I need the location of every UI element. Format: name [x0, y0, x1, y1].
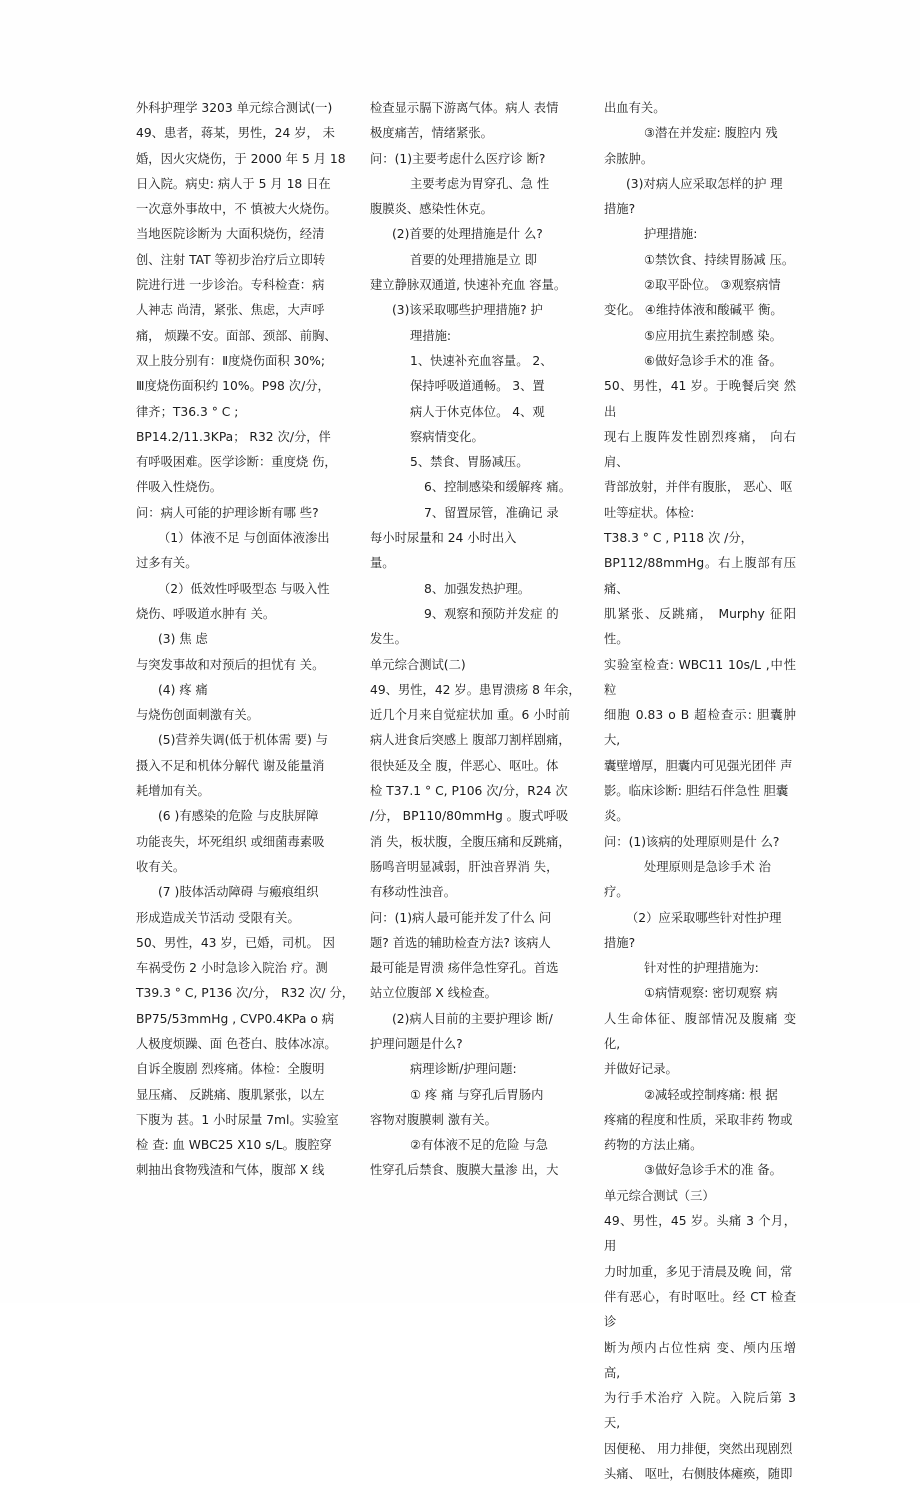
- text-line: 人极度烦躁、面 色苍白、肢体冰凉。: [136, 1036, 337, 1051]
- text-line: 影。临床诊断: 胆结石伴急性 胆囊: [604, 784, 789, 799]
- text-line: 收有关。: [136, 859, 186, 874]
- text-line: (3)对病人应采取怎样的护 理: [626, 176, 783, 191]
- text-line: 院进行进 一步诊治。专科检查：病: [136, 278, 325, 293]
- text-line: 7、留置尿管，准确记 录: [424, 505, 559, 520]
- text-line: (2)病人目前的主要护理诊 断/: [392, 1011, 553, 1026]
- text-line: 下腹为 甚。1 小时尿量 7ml。实验室: [136, 1112, 339, 1127]
- text-line: 变化。 ④维持体液和酸碱平 衡。: [604, 303, 783, 318]
- text-line: (4) 疼 痛: [158, 682, 208, 697]
- text-line: 5、禁食、胃肠减压。: [410, 455, 529, 470]
- text-line: (3) 焦 虑: [158, 632, 208, 647]
- text-line: 50、男性，41 岁。于晚餐后突 然出: [604, 379, 796, 419]
- text-line: 问：(1)该病的处理原则是什 么?: [604, 834, 780, 849]
- text-line: 建立静脉双通道, 快速补充血 容量。: [370, 278, 567, 293]
- text-line: (2)首要的处理措施是什 么?: [392, 227, 543, 242]
- text-line: 主要考虑为胃穿孔、急 性: [410, 176, 550, 191]
- text-line: 单元综合测试(二): [370, 657, 466, 672]
- text-line: 与突发事故和对预后的担忧有 关。: [136, 657, 325, 672]
- text-line: 有呼吸困难。医学诊断：重度烧 伤，: [136, 455, 337, 470]
- text-line: (6 )有感染的危险 与皮肤屏障: [158, 809, 319, 824]
- text-line: 外科护理学 3203 单元综合测试(一): [136, 101, 333, 115]
- text-line: 因便秘、 用力排便，突然出现剧烈: [604, 1441, 793, 1456]
- text-line: 药物的方法止痛。: [604, 1138, 703, 1153]
- text-line: 理措施:: [410, 328, 452, 343]
- text-line: 力时加重，多见于清晨及晚 间，常: [604, 1264, 793, 1279]
- text-line: BP112/88mmHg。右上腹部有压 痛、: [604, 556, 796, 596]
- text-line: 律齐；T36.3 ° C ;: [136, 404, 239, 419]
- text-line: （2）低效性呼吸型态 与吸入性: [158, 581, 330, 596]
- text-line: ①病情观察: 密切观察 病: [644, 986, 778, 1001]
- text-line: 6、控制感染和缓解疼 痛。: [424, 480, 571, 495]
- text-line: 单元综合测试（三）: [604, 1188, 715, 1203]
- text-line: 1、快速补充血容量。 2、: [410, 353, 553, 368]
- text-line: 检 查: 血 WBC25 X10 s/L。腹腔穿: [136, 1138, 332, 1153]
- text-line: 疗。: [604, 885, 629, 900]
- text-line: 与烧伤创面刺激有关。: [136, 708, 259, 723]
- text-line: 过多有关。: [136, 556, 198, 571]
- text-line: 人生命体征、腹部情况及腹痛 变化,: [604, 1011, 796, 1051]
- text-line: 车祸受伤 2 小时急诊入院治 疗。测: [136, 961, 328, 976]
- text-line: 吐等症状。体检:: [604, 505, 695, 520]
- text-line: T38.3 ° C , P118 次 /分，: [604, 531, 753, 546]
- text-line: 头痛、 呕吐，右侧肢体瘫痪，随即: [604, 1467, 793, 1482]
- text-line: 有移动性浊音。: [370, 885, 457, 900]
- text-line: 日入院。病史: 病人于 5 月 18 日在: [136, 176, 331, 191]
- text-line: 题? 首选的辅助检查方法? 该病人: [370, 935, 551, 950]
- text-line: 当地医院诊断为 大面积烧伤，经清: [136, 227, 325, 242]
- text-line: 囊壁增厚，胆囊内可见强光团伴 声: [604, 758, 793, 773]
- text-line: 49、男性，45 岁。头痛 3 个月， 用: [604, 1214, 796, 1254]
- text-line: 9、观察和预防并发症 的: [424, 606, 559, 621]
- text-line: T39.3 ° C, P136 次/分， R32 次/ 分，: [136, 986, 355, 1001]
- text-line: 摄入不足和机体分解代 谢及能量消: [136, 758, 325, 773]
- text-line: （2）应采取哪些针对性护理: [626, 910, 782, 925]
- text-line: 出血有关。: [604, 101, 666, 115]
- text-line: (5)营养失调(低于机体需 要) 与: [158, 733, 329, 748]
- text-line: 检 T37.1 ° C, P106 次/分，R24 次: [370, 784, 568, 799]
- text-line: ①禁饮食、持续胃肠减 压。: [644, 252, 795, 267]
- text-line: 余脓肿。: [604, 151, 654, 166]
- text-line: 形成造成关节活动 受限有关。: [136, 910, 300, 925]
- text-line: ②有体液不足的危险 与急: [410, 1138, 548, 1153]
- text-line: 消 失，板状腹，全腹压痛和反跳痛，: [370, 834, 571, 849]
- text-line: 措施?: [604, 935, 636, 950]
- text-line: 断为颅内占位性病 变、颅内压增高,: [604, 1340, 796, 1380]
- text-line: 耗增加有关。: [136, 784, 210, 799]
- text-line: 49、男性，42 岁。患胃溃疡 8 年余，: [370, 682, 581, 697]
- text-line: 首要的处理措施是立 即: [410, 252, 537, 267]
- text-line: 肠鸣音明显减弱，肝浊音界消 失，: [370, 859, 559, 874]
- text-line: 49、患者，蒋某，男性，24 岁， 未: [136, 126, 335, 141]
- text-line: /分， BP110/80mmHg 。腹式呼吸: [370, 809, 569, 824]
- text-line: 实验室检查: WBC11 10s/L ,中性粒: [604, 657, 796, 697]
- text-line: 针对性的护理措施为:: [644, 961, 759, 976]
- text-line: 处理原则是急诊手术 治: [644, 859, 771, 874]
- text-line: 量。: [370, 556, 395, 571]
- text-line: ②取平卧位。 ③观察病情: [644, 278, 781, 293]
- text-line: 性穿孔后禁食、腹膜大量渗 出，大: [370, 1163, 559, 1178]
- text-line: 婚，因火灾烧伤，于 2000 年 5 月 18: [136, 151, 346, 166]
- text-line: 保持呼吸道通畅。 3、置: [410, 379, 545, 394]
- text-line: 痛， 烦躁不安。面部、颈部、前胸、: [136, 328, 337, 343]
- text-line: 问：(1)病人最可能并发了什么 问: [370, 910, 552, 925]
- text-line: (3)该采取哪些护理措施? 护: [392, 303, 543, 318]
- text-line: 功能丧失，坏死组织 或细菌毒素吸: [136, 834, 325, 849]
- text-line: 50、男性，43 岁，已婚，司机。 因: [136, 935, 335, 950]
- text-line: 最可能是胃溃 疡伴急性穿孔。首选: [370, 961, 559, 976]
- text-line: 伴有恶心，有时呕吐。经 CT 检查诊: [604, 1289, 796, 1330]
- text-line: BP14.2/11.3KPa； R32 次/分，伴: [136, 429, 331, 444]
- text-line: 现右上腹阵发性剧烈疼痛， 向右肩、: [604, 429, 796, 470]
- text-line: 措施?: [604, 202, 636, 217]
- text-line: 发生。: [370, 632, 407, 647]
- text-line: 细胞 0.83 o B 超检查示: 胆囊肿大,: [604, 708, 796, 748]
- text-line: 近几个月来自觉症状加 重。6 小时前: [370, 708, 571, 723]
- text-line: ③做好急诊手术的准 备。: [644, 1163, 782, 1178]
- text-line: 护理措施:: [644, 227, 698, 242]
- text-line: 为行手术治疗 入院。入院后第 3 天,: [604, 1391, 796, 1431]
- text-line: 肌紧张、反跳痛， Murphy 征阳性。: [604, 606, 796, 647]
- text-line: 并做好记录。: [604, 1062, 678, 1077]
- text-line: 问：病人可能的护理诊断有哪 些?: [136, 505, 319, 520]
- text-line: 创、注射 TAT 等初步治疗后立即转: [136, 252, 326, 267]
- text-line: 问：(1)主要考虑什么医疗诊 断?: [370, 151, 546, 166]
- text-line: 站立位腹部 X 线检查。: [370, 986, 497, 1001]
- three-column-layout: [136, 96, 796, 1482]
- text-line: 背部放射，并伴有腹胀， 恶心、呕: [604, 480, 793, 495]
- text-line: 检查显示膈下游离气体。病人 表情: [370, 101, 559, 115]
- column-1: [136, 96, 370, 1184]
- text-line: ① 疼 痛 与穿孔后胃肠内: [410, 1087, 544, 1102]
- text-line: ③潜在并发症: 腹腔内 残: [644, 126, 778, 141]
- text-line: 烧伤、呼吸道水肿有 关。: [136, 606, 276, 621]
- text-line: 护理问题是什么?: [370, 1036, 463, 1051]
- text-line: 一次意外事故中，不 慎被大火烧伤。: [136, 202, 337, 217]
- text-line: 自诉全腹剧 烈疼痛。体检：全腹明: [136, 1062, 325, 1077]
- text-line: (7 )肢体活动障碍 与瘢痕组织: [158, 885, 319, 900]
- text-line: 双上肢分别有：Ⅱ度烧伤面积 30%;: [136, 353, 325, 368]
- text-line: 容物对腹膜刺 激有关。: [370, 1112, 497, 1127]
- text-line: ⑤应用抗生素控制感 染。: [644, 328, 782, 343]
- text-line: （1）体液不足 与创面体液渗出: [158, 531, 330, 546]
- column-2: [370, 96, 604, 1184]
- text-line: 8、加强发热护理。: [424, 581, 531, 596]
- text-line: 极度痛苦，情绪紧张。: [370, 126, 493, 141]
- text-line: ⑥做好急诊手术的准 备。: [644, 353, 782, 368]
- text-line: 伴吸入性烧伤。: [136, 480, 223, 495]
- text-line: 每小时尿量和 24 小时出入: [370, 531, 517, 546]
- text-line: 病人进食后突感上 腹部刀割样剧痛，: [370, 733, 571, 748]
- text-line: 疼痛的程度和性质，采取非药 物或: [604, 1112, 793, 1127]
- text-line: 显压痛、 反跳痛、腹肌紧张，以左: [136, 1087, 325, 1102]
- column-3: [604, 96, 796, 1487]
- text-line: 刺抽出食物残渣和气体，腹部 X 线: [136, 1163, 325, 1178]
- text-line: 炎。: [604, 809, 629, 824]
- text-line: 病理诊断/护理问题:: [410, 1062, 517, 1077]
- text-line: 腹膜炎、感染性休克。: [370, 202, 493, 217]
- text-line: 人神志 尚清，紧张、焦虑，大声呼: [136, 303, 325, 318]
- text-line: ②减轻或控制疼痛: 根 据: [644, 1087, 778, 1102]
- text-line: 病人于休克体位。 4、观: [410, 404, 545, 419]
- text-line: Ⅲ度烧伤面积约 10%。P98 次/分，: [136, 379, 330, 394]
- text-line: 很快延及全 腹，伴恶心、呕吐。体: [370, 758, 559, 773]
- text-line: 察病情变化。: [410, 429, 484, 444]
- text-line: BP75/53mmHg , CVP0.4KPa o 病: [136, 1011, 335, 1026]
